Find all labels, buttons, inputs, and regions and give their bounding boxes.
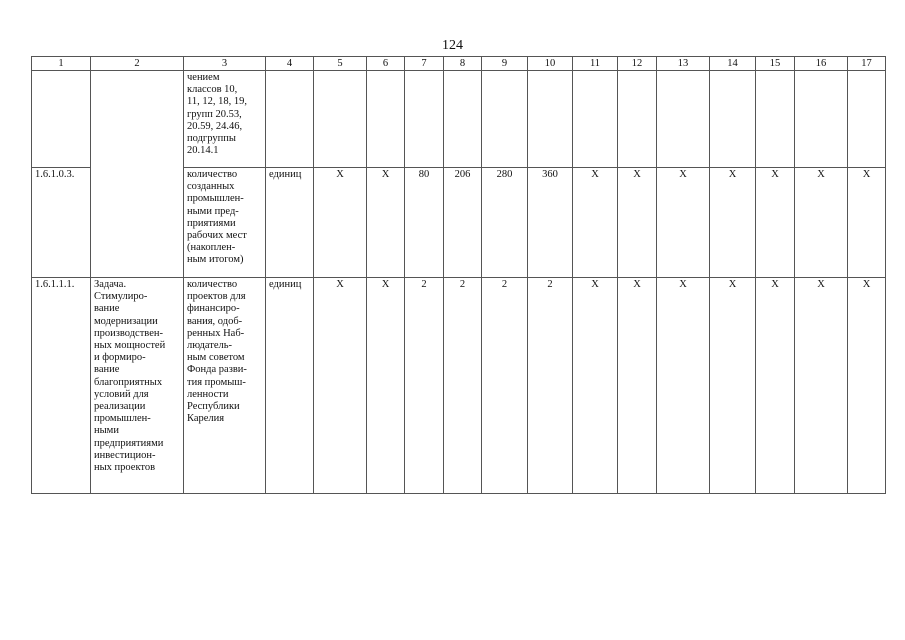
unit-cell — [266, 71, 314, 168]
column-header: 10 — [528, 57, 573, 71]
text-line: тия промыш- — [187, 376, 246, 388]
text-line: Республики — [187, 401, 240, 413]
value-cell: 2 — [444, 278, 482, 494]
table-row — [32, 71, 886, 168]
table-row — [32, 278, 886, 494]
text-line: ренных Наб- — [187, 327, 245, 339]
column-header: 12 — [618, 57, 657, 71]
column-header: 8 — [444, 57, 482, 71]
text-line: классов 10, — [187, 84, 238, 96]
column-header: 3 — [184, 57, 266, 71]
text-line: вания, одоб- — [187, 315, 243, 327]
column-header: 2 — [91, 57, 184, 71]
unit-cell: единиц — [266, 278, 314, 494]
column-header: 15 — [756, 57, 795, 71]
value-cell: Х — [367, 278, 405, 494]
text-line: подгруппы — [187, 133, 236, 145]
text-line: вание — [94, 303, 120, 315]
text-line: производствен- — [94, 327, 163, 339]
value-cell — [314, 71, 367, 168]
value-cell — [405, 71, 444, 168]
value-cell — [618, 71, 657, 168]
column-header: 5 — [314, 57, 367, 71]
column-header: 17 — [848, 57, 886, 71]
text-line: рабочих мест — [187, 230, 247, 242]
text-line: ным советом — [187, 352, 245, 364]
text-line: (накоплен- — [187, 242, 236, 254]
value-cell: Х — [573, 278, 618, 494]
row-code — [32, 71, 91, 168]
value-cell: Х — [710, 278, 756, 494]
text-line: предприятиями — [94, 437, 164, 449]
text-line: инвестицион- — [94, 449, 156, 461]
text-line: благоприятных — [94, 376, 163, 388]
text-line: ным итогом) — [187, 254, 244, 266]
column-number-row — [32, 57, 886, 71]
value-cell: Х — [314, 168, 367, 278]
text-line: финансиро- — [187, 303, 240, 315]
text-line: 20.14.1 — [187, 145, 219, 157]
column-header: 14 — [710, 57, 756, 71]
text-line: реализации — [94, 401, 146, 413]
text-line: вание — [94, 364, 120, 376]
value-cell: Х — [848, 168, 886, 278]
value-cell — [848, 71, 886, 168]
text-line: количество — [187, 169, 238, 180]
row-task-cell — [91, 71, 184, 278]
text-line: промышлен- — [94, 413, 151, 425]
text-line: Фонда разви- — [187, 364, 247, 376]
row-code: 1.6.1.1.1. — [32, 278, 91, 494]
text-line: 11, 12, 18, 19, — [187, 96, 247, 108]
value-cell — [795, 71, 848, 168]
value-cell: Х — [314, 278, 367, 494]
value-cell — [367, 71, 405, 168]
value-cell: 206 — [444, 168, 482, 278]
text-line: Задача. — [94, 279, 127, 290]
value-cell: 2 — [405, 278, 444, 494]
text-line: 20.59, 24.46, — [187, 120, 243, 132]
text-line: ленности — [187, 388, 229, 400]
text-line: условий для — [94, 388, 149, 400]
page-number: 124 — [442, 38, 463, 53]
value-cell: 2 — [482, 278, 528, 494]
value-cell — [444, 71, 482, 168]
text-line: чением — [187, 72, 220, 83]
indicator-name — [184, 71, 266, 168]
text-line: Карелия — [187, 413, 225, 425]
text-line: созданных — [187, 181, 235, 193]
value-cell: Х — [795, 278, 848, 494]
task-description — [91, 278, 184, 494]
text-line: ных мощностей — [94, 340, 166, 352]
text-line: приятиями — [187, 217, 236, 229]
value-cell: 80 — [405, 168, 444, 278]
column-header: 1 — [32, 57, 91, 71]
value-cell: Х — [367, 168, 405, 278]
text-line: ными пред- — [187, 205, 239, 217]
value-cell: Х — [756, 278, 795, 494]
indicator-name — [184, 168, 266, 278]
value-cell — [482, 71, 528, 168]
text-line: количество — [187, 279, 238, 290]
column-header: 11 — [573, 57, 618, 71]
value-cell: Х — [657, 278, 710, 494]
column-header: 4 — [266, 57, 314, 71]
value-cell: Х — [710, 168, 756, 278]
row-code: 1.6.1.0.3. — [32, 168, 91, 278]
value-cell: 360 — [528, 168, 573, 278]
value-cell: Х — [756, 168, 795, 278]
value-cell — [573, 71, 618, 168]
value-cell — [528, 71, 573, 168]
text-line: ных проектов — [94, 462, 156, 474]
value-cell — [756, 71, 795, 168]
value-cell: Х — [618, 278, 657, 494]
value-cell — [710, 71, 756, 168]
value-cell: Х — [573, 168, 618, 278]
value-cell: 280 — [482, 168, 528, 278]
text-line: промышлен- — [187, 193, 244, 205]
column-header: 9 — [482, 57, 528, 71]
column-header: 16 — [795, 57, 848, 71]
value-cell — [657, 71, 710, 168]
text-line: групп 20.53, — [187, 108, 242, 120]
value-cell: Х — [618, 168, 657, 278]
value-cell: Х — [657, 168, 710, 278]
text-line: проектов для — [187, 291, 246, 303]
indicator-name — [184, 278, 266, 494]
indicator-table — [31, 56, 886, 494]
value-cell: 2 — [528, 278, 573, 494]
text-line: и формиро- — [94, 352, 146, 364]
value-cell: Х — [795, 168, 848, 278]
text-line: людатель- — [187, 340, 233, 352]
text-line: модернизации — [94, 315, 158, 327]
column-header: 6 — [367, 57, 405, 71]
text-line: Стимулиро- — [94, 291, 148, 303]
value-cell: Х — [848, 278, 886, 494]
text-line: ными — [94, 425, 119, 437]
unit-cell: единиц — [266, 168, 314, 278]
column-header: 13 — [657, 57, 710, 71]
column-header: 7 — [405, 57, 444, 71]
